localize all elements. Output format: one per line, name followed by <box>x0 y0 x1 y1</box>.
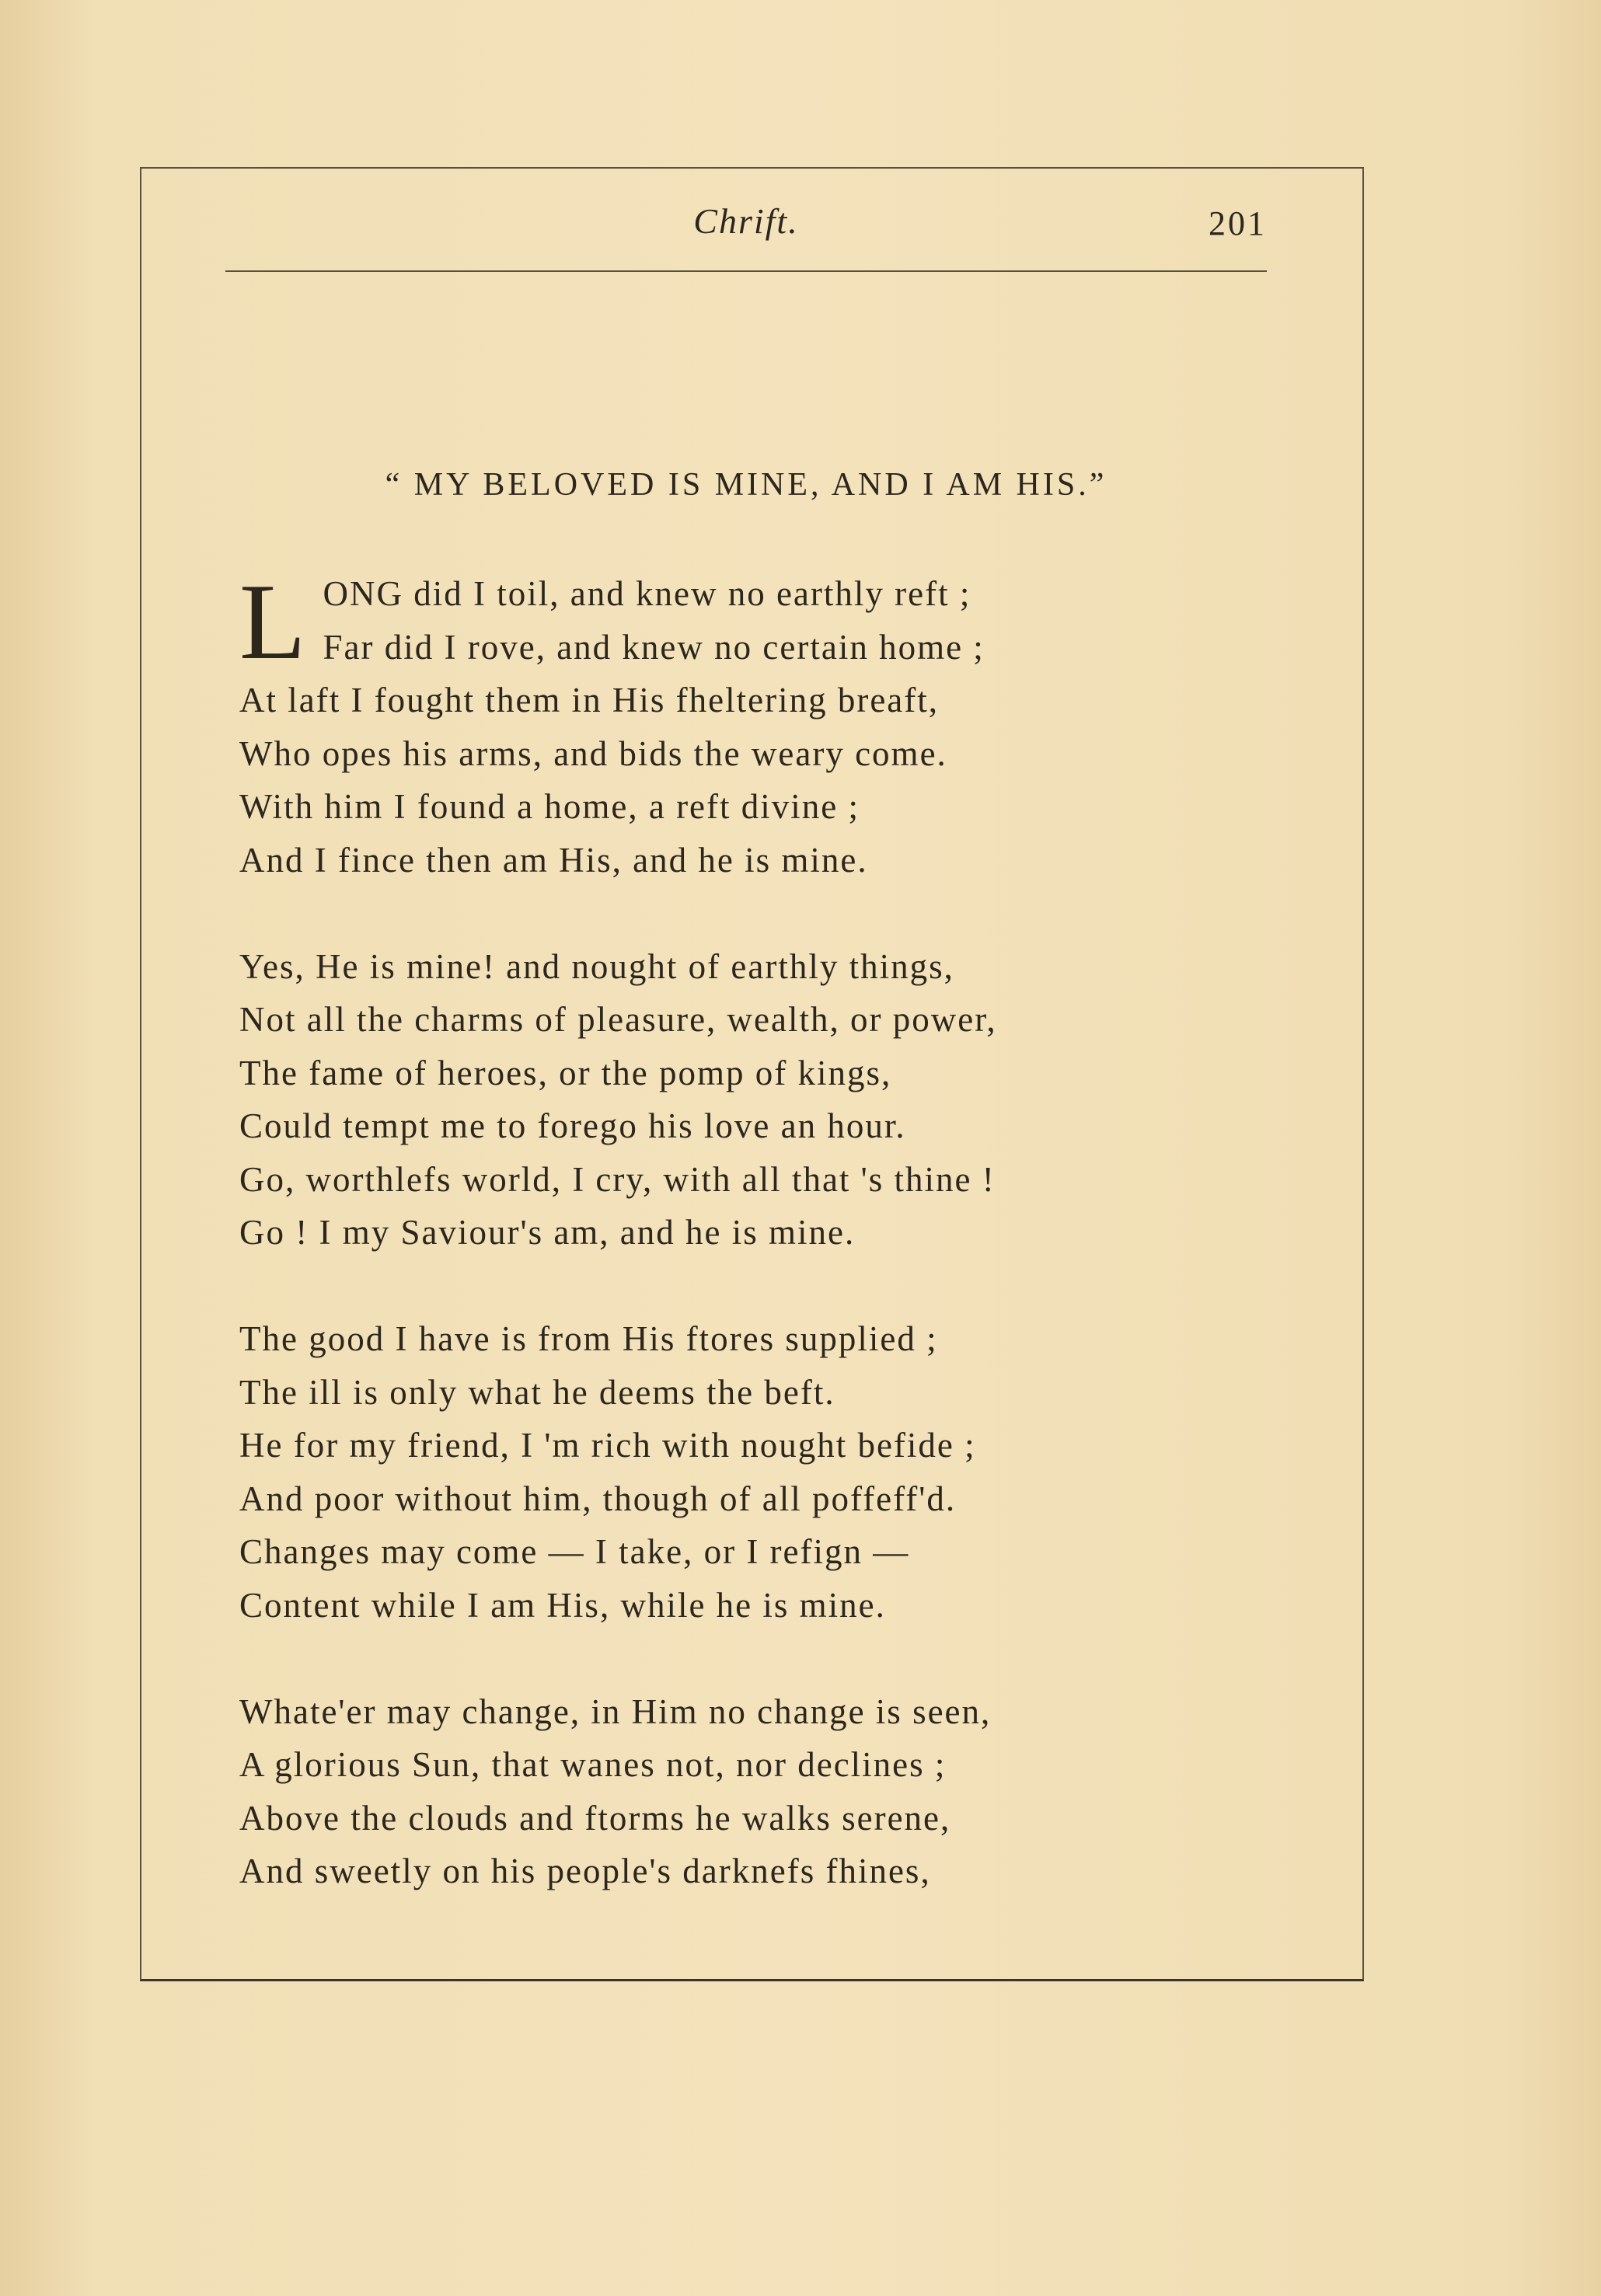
poem-line: Yes, He is mine! and nought of earthly things, <box>239 946 954 986</box>
page-number: 201 <box>1209 204 1267 242</box>
poem-line: With him I found a home, a reft divine ; <box>239 787 860 826</box>
poem-line: ONG did I toil, and knew no earthly reft ; <box>323 574 971 613</box>
poem-line: Go ! I my Saviour's am, and he is mine. <box>239 1213 856 1252</box>
poem-line: Go, worthlefs world, I cry, with all that 's thine ! <box>239 1159 996 1199</box>
poem-line: And I fince then am His, and he is mine. <box>239 840 868 880</box>
poem-line: Content while I am His, while he is mine. <box>239 1585 886 1625</box>
drop-cap: L <box>239 562 308 682</box>
stanza <box>239 1312 1281 1632</box>
poem-line: Not all the charms of pleasure, wealth, or power, <box>239 1000 997 1039</box>
running-head <box>225 200 1267 272</box>
poem-line: A glorious Sun, that wanes not, nor declines ; <box>239 1745 947 1784</box>
poem-line: The ill is only what he deems the beft. <box>239 1372 835 1412</box>
poem-line: The fame of heroes, or the pomp of kings, <box>239 1053 892 1092</box>
poem-line: Far did I rove, and knew no certain home ; <box>323 627 985 667</box>
poem-line: Changes may come — I take, or I refign — <box>239 1532 910 1571</box>
stanza <box>239 562 1281 887</box>
poem-line: The good I have is from His ftores supplied ; <box>239 1319 938 1358</box>
poem-body <box>239 562 1281 1951</box>
stanza <box>239 940 1281 1259</box>
poem-line: And sweetly on his people's darknefs fhines, <box>239 1852 931 1890</box>
poem-line: He for my friend, I 'm rich with nought befide ; <box>239 1426 976 1465</box>
poem-line: And poor without him, though of all poffeff'd. <box>239 1479 957 1518</box>
running-title: Chrift. <box>693 201 799 241</box>
poem-line: Could tempt me to forego his love an hour. <box>239 1106 906 1145</box>
poem-title: “ MY BELOVED IS MINE, AND I AM HIS.” <box>385 467 1107 503</box>
poem-line: Who opes his arms, and bids the weary come. <box>239 733 947 773</box>
stanza <box>239 1685 1281 1898</box>
poem-line: At laft I fought them in His fheltering breaft, <box>239 681 940 719</box>
poem-line: Above the clouds and ftorms he walks serene, <box>239 1798 951 1838</box>
poem-line: Whate'er may change, in Him no change is seen, <box>239 1692 992 1731</box>
